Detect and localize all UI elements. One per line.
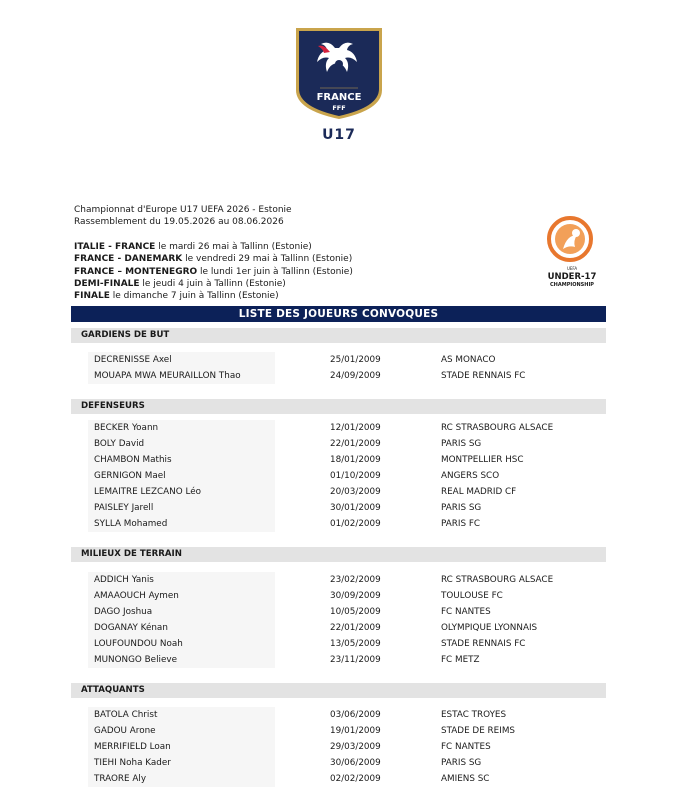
player-dob: 23/11/2009 (330, 655, 381, 665)
player-club: STADE RENNAIS FC (441, 639, 526, 649)
player-club: RC STRASBOURG ALSACE (441, 423, 554, 433)
player-row (94, 368, 606, 384)
team-category-label: U17 (322, 127, 356, 143)
player-row (94, 420, 606, 436)
player-club: AMIENS SC (441, 774, 490, 784)
player-row (94, 723, 606, 739)
player-row (94, 436, 606, 452)
player-row (94, 755, 606, 771)
player-club: PARIS SG (441, 503, 482, 513)
player-club: FC NANTES (441, 607, 491, 617)
uefa-label: UEFA (566, 266, 578, 271)
player-club: FC NANTES (441, 742, 491, 752)
player-dob: 25/01/2009 (330, 355, 381, 365)
competition-intro (74, 205, 292, 228)
player-row (94, 468, 606, 484)
player-dob: 02/02/2009 (330, 774, 381, 784)
player-club: ESTAC TROYES (441, 710, 507, 720)
player-club: MONTPELLIER HSC (441, 455, 524, 465)
player-name: AMAAOUCH Aymen (94, 591, 179, 601)
gathering-dates: Rassemblement du 19.05.2026 au 08.06.2026 (74, 216, 284, 227)
player-row (94, 516, 606, 532)
player-row (94, 739, 606, 755)
player-row (94, 572, 606, 588)
player-dob: 30/01/2009 (330, 503, 381, 513)
player-club: AS MONACO (441, 355, 496, 365)
match-schedule (74, 241, 353, 302)
player-club: RC STRASBOURG ALSACE (441, 575, 554, 585)
player-name: GADOU Arone (94, 726, 156, 736)
player-club: REAL MADRID CF (441, 487, 517, 497)
player-dob: 20/03/2009 (330, 487, 381, 497)
player-row (94, 452, 606, 468)
player-club: FC METZ (441, 655, 480, 665)
schedule-line: DEMI-FINALE le jeudi 4 juin à Tallinn (Estonie) (74, 278, 286, 289)
fff-crest-logo (292, 24, 386, 120)
schedule-line: FRANCE – MONTENEGRO le lundi 1er juin à Tallinn (Estonie) (74, 266, 353, 277)
player-name: BATOLA Christ (94, 710, 158, 720)
squad-list-banner: LISTE DES JOUEURS CONVOQUES (71, 306, 606, 322)
player-club: ANGERS SCO (441, 471, 500, 481)
section-header-defenders: DEFENSEURS (71, 399, 606, 414)
player-name: BOLY David (94, 439, 145, 449)
section-header-forwards: ATTAQUANTS (71, 683, 606, 698)
player-name: ADDICH Yanis (94, 575, 154, 585)
player-name: SYLLA Mohamed (94, 519, 168, 529)
player-dob: 01/02/2009 (330, 519, 381, 529)
section-header-midfielders: MILIEUX DE TERRAIN (71, 547, 606, 562)
player-dob: 01/10/2009 (330, 471, 381, 481)
player-dob: 10/05/2009 (330, 607, 381, 617)
player-dob: 30/09/2009 (330, 591, 381, 601)
player-club: PARIS FC (441, 519, 481, 529)
player-dob: 13/05/2009 (330, 639, 381, 649)
player-club: PARIS SG (441, 439, 482, 449)
player-dob: 22/01/2009 (330, 623, 381, 633)
uefa-under17-logo (545, 215, 599, 293)
player-name: BECKER Yoann (94, 423, 159, 433)
player-name: DOGANAY Kénan (94, 623, 168, 633)
player-name: DECRENISSE Axel (94, 355, 172, 365)
schedule-line: FRANCE - DANEMARK le vendredi 29 mai à Tallinn (Estonie) (74, 254, 353, 265)
player-row (94, 652, 606, 668)
under17-label: UNDER-17 (547, 272, 597, 282)
player-club: STADE DE REIMS (441, 726, 515, 736)
player-name: PAISLEY Jarell (94, 503, 154, 513)
player-row (94, 620, 606, 636)
player-name: MERRIFIELD Loan (94, 742, 171, 752)
player-dob: 23/02/2009 (330, 575, 381, 585)
player-dob: 03/06/2009 (330, 710, 381, 720)
player-dob: 22/01/2009 (330, 439, 381, 449)
player-dob: 19/01/2009 (330, 726, 381, 736)
competition-title: Championnat d'Europe U17 UEFA 2026 - Estonie (74, 205, 292, 215)
player-dob: 29/03/2009 (330, 742, 381, 752)
section-header-goalkeepers: GARDIENS DE BUT (71, 328, 606, 343)
player-name: TIEHI Noha Kader (94, 758, 171, 768)
player-name: LEMAITRE LEZCANO Léo (94, 487, 201, 497)
crest-subtext: FFF (332, 104, 346, 112)
player-club: STADE RENNAIS FC (441, 371, 526, 381)
player-dob: 12/01/2009 (330, 423, 381, 433)
player-dob: 30/06/2009 (330, 758, 381, 768)
player-row (94, 636, 606, 652)
crest-text: FRANCE (316, 92, 362, 103)
championship-label: CHAMPIONSHIP (550, 282, 594, 288)
player-name: TRAORE Aly (94, 774, 147, 784)
player-club: PARIS SG (441, 758, 482, 768)
player-name: DAGO Joshua (94, 607, 153, 617)
player-dob: 18/01/2009 (330, 455, 381, 465)
player-club: TOULOUSE FC (441, 591, 503, 601)
player-name: MUNONGO Believe (94, 655, 178, 665)
schedule-line: ITALIE - FRANCE le mardi 26 mai à Tallinn (Estonie) (74, 242, 312, 252)
player-club: OLYMPIQUE LYONNAIS (441, 623, 538, 633)
player-row (94, 588, 606, 604)
player-row (94, 484, 606, 500)
player-name: CHAMBON Mathis (94, 455, 172, 465)
player-name: GERNIGON Mael (94, 471, 166, 481)
player-row (94, 500, 606, 516)
player-row (94, 352, 606, 368)
player-name: LOUFOUNDOU Noah (94, 639, 183, 649)
player-row (94, 604, 606, 620)
schedule-line: FINALE le dimanche 7 juin à Tallinn (Estonie) (74, 291, 279, 302)
player-row (94, 707, 606, 723)
player-dob: 24/09/2009 (330, 371, 381, 381)
player-name: MOUAPA MWA MEURAILLON Thao (94, 371, 241, 381)
player-row (94, 771, 606, 787)
